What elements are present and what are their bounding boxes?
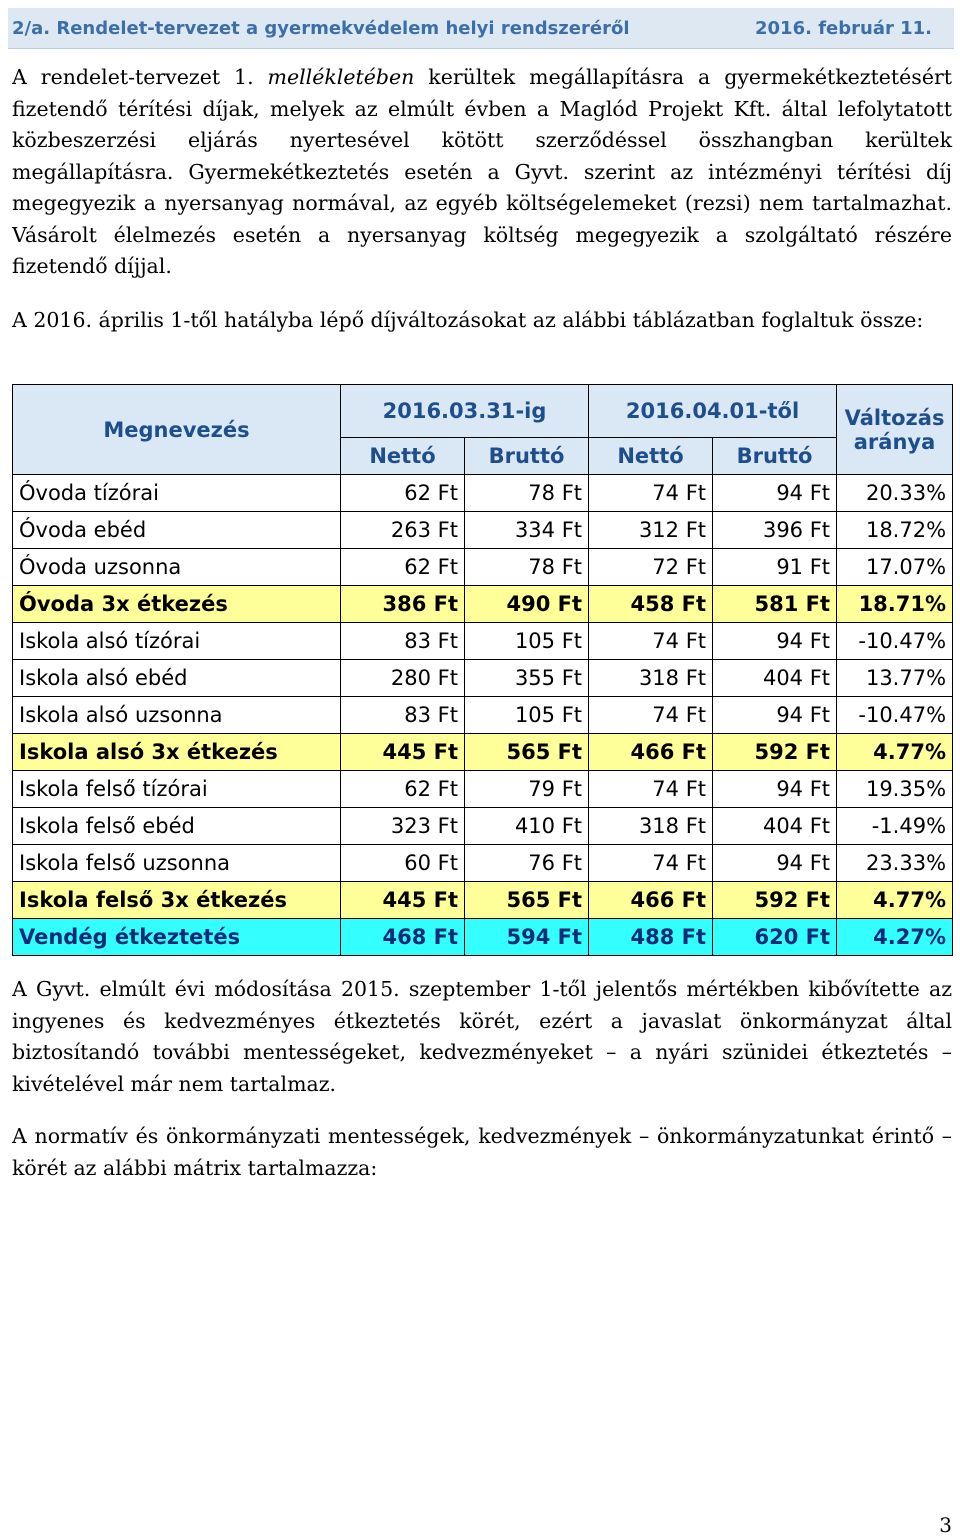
- col-header-name: Megnevezés: [13, 385, 341, 475]
- row-brutto-after: 91 Ft: [713, 549, 837, 586]
- table-row: [13, 808, 953, 845]
- row-change-pct: 18.72%: [837, 512, 953, 549]
- row-brutto-before: 78 Ft: [465, 549, 589, 586]
- row-name: Óvoda tízórai: [13, 475, 341, 512]
- table-row: [13, 512, 953, 549]
- row-netto-after: 74 Ft: [589, 475, 713, 512]
- row-name: Iskola felső tízórai: [13, 771, 341, 808]
- row-netto-after: 312 Ft: [589, 512, 713, 549]
- row-change-pct: 19.35%: [837, 771, 953, 808]
- row-brutto-before: 490 Ft: [465, 586, 589, 623]
- row-brutto-after: 404 Ft: [713, 808, 837, 845]
- row-name: Iskola alsó 3x étkezés: [13, 734, 341, 771]
- fee-table: [12, 384, 953, 956]
- row-brutto-before: 76 Ft: [465, 845, 589, 882]
- row-brutto-after: 94 Ft: [713, 771, 837, 808]
- table-row: [13, 771, 953, 808]
- row-change-pct: -10.47%: [837, 697, 953, 734]
- row-brutto-after: 592 Ft: [713, 734, 837, 771]
- row-netto-before: 83 Ft: [341, 623, 465, 660]
- row-name: Iskola alsó uzsonna: [13, 697, 341, 734]
- row-brutto-before: 79 Ft: [465, 771, 589, 808]
- row-netto-after: 466 Ft: [589, 734, 713, 771]
- intro-text-a: A rendelet-tervezet 1.: [12, 65, 268, 89]
- row-netto-before: 62 Ft: [341, 475, 465, 512]
- col-header-change-line1: Változás: [844, 405, 945, 430]
- row-brutto-after: 94 Ft: [713, 475, 837, 512]
- row-brutto-after: 592 Ft: [713, 882, 837, 919]
- row-change-pct: 17.07%: [837, 549, 953, 586]
- row-change-pct: -10.47%: [837, 623, 953, 660]
- row-brutto-after: 620 Ft: [713, 919, 837, 956]
- row-name: Iskola alsó tízórai: [13, 623, 341, 660]
- document-header: [8, 8, 954, 49]
- row-name: Óvoda 3x étkezés: [13, 586, 341, 623]
- row-brutto-after: 404 Ft: [713, 660, 837, 697]
- row-brutto-before: 105 Ft: [465, 623, 589, 660]
- table-row: [13, 734, 953, 771]
- row-netto-after: 74 Ft: [589, 771, 713, 808]
- table-row: [13, 549, 953, 586]
- table-intro-paragraph: A 2016. április 1-től hatályba lépő díjváltozásokat az alábbi táblázatban foglaltuk össze:: [12, 308, 924, 332]
- row-netto-before: 468 Ft: [341, 919, 465, 956]
- row-name: Óvoda ebéd: [13, 512, 341, 549]
- row-change-pct: 18.71%: [837, 586, 953, 623]
- page-number: 3: [939, 1513, 952, 1537]
- row-brutto-before: 565 Ft: [465, 882, 589, 919]
- intro-paragraph: [12, 62, 952, 283]
- row-netto-before: 263 Ft: [341, 512, 465, 549]
- row-netto-before: 83 Ft: [341, 697, 465, 734]
- row-name: Vendég étkeztetés: [13, 919, 341, 956]
- col-header-period2: 2016.04.01-től: [589, 385, 837, 438]
- row-brutto-before: 410 Ft: [465, 808, 589, 845]
- matrix-intro-paragraph: A normatív és önkormányzati mentességek, kedvezmények – önkormányzatunkat érintő – körét az alábbi mátrix tartalmazza:: [12, 1124, 952, 1180]
- row-netto-after: 74 Ft: [589, 623, 713, 660]
- row-brutto-before: 594 Ft: [465, 919, 589, 956]
- col-header-change: [837, 385, 953, 475]
- intro-text-b: kerültek megállapításra a gyermekétkeztetésért fizetendő térítési díjak, melyek az elmúlt évben a Maglód Projekt Kft. által lefolytatott közbeszerzési eljárás nyertesével kötött szerződéssel összhangban kerültek megállapításra. Gyermekétkeztetés esetén a Gyvt. szerint az intézményi térítési díj megegyezik a nyersanyag normával, az egyéb költségelemeket (rezsi) nem tartalmazhat. Vásárolt élelmezés esetén a nyersanyag költség megegyezik a szolgáltató részére fizetendő díjjal.: [12, 65, 952, 278]
- row-netto-after: 318 Ft: [589, 660, 713, 697]
- col-header-brutto-1: Bruttó: [465, 438, 589, 475]
- row-netto-after: 488 Ft: [589, 919, 713, 956]
- gyvt-paragraph: A Gyvt. elmúlt évi módosítása 2015. szeptember 1-től jelentős mértékben kibővítette az ingyenes és kedvezményes étkeztetés körét, ezért a javaslat önkormányzat által biztosítandó további mentességeket, kedvezményeket – a nyári szünidei étkeztetés – kivételével már nem tartalmaz.: [12, 977, 952, 1096]
- row-netto-before: 62 Ft: [341, 549, 465, 586]
- row-name: Óvoda uzsonna: [13, 549, 341, 586]
- row-netto-before: 60 Ft: [341, 845, 465, 882]
- row-change-pct: 20.33%: [837, 475, 953, 512]
- row-netto-after: 72 Ft: [589, 549, 713, 586]
- col-header-period1: 2016.03.31-ig: [341, 385, 589, 438]
- row-change-pct: 4.27%: [837, 919, 953, 956]
- header-title: 2/a. Rendelet-tervezet a gyermekvédelem helyi rendszeréről: [12, 18, 630, 39]
- row-brutto-before: 334 Ft: [465, 512, 589, 549]
- intro-text-emphasis: mellékletében: [267, 65, 415, 89]
- row-brutto-before: 355 Ft: [465, 660, 589, 697]
- row-netto-after: 466 Ft: [589, 882, 713, 919]
- row-brutto-after: 581 Ft: [713, 586, 837, 623]
- row-brutto-before: 78 Ft: [465, 475, 589, 512]
- table-row: [13, 919, 953, 956]
- table-row: [13, 623, 953, 660]
- table-row: [13, 586, 953, 623]
- row-brutto-after: 94 Ft: [713, 697, 837, 734]
- row-name: Iskola felső 3x étkezés: [13, 882, 341, 919]
- row-name: Iskola felső uzsonna: [13, 845, 341, 882]
- row-netto-before: 445 Ft: [341, 734, 465, 771]
- row-netto-before: 280 Ft: [341, 660, 465, 697]
- row-name: Iskola alsó ebéd: [13, 660, 341, 697]
- row-netto-after: 74 Ft: [589, 845, 713, 882]
- row-brutto-after: 94 Ft: [713, 623, 837, 660]
- table-row: [13, 697, 953, 734]
- row-brutto-before: 565 Ft: [465, 734, 589, 771]
- table-row: [13, 845, 953, 882]
- row-brutto-before: 105 Ft: [465, 697, 589, 734]
- col-header-netto-1: Nettó: [341, 438, 465, 475]
- row-netto-before: 62 Ft: [341, 771, 465, 808]
- row-brutto-after: 396 Ft: [713, 512, 837, 549]
- row-name: Iskola felső ebéd: [13, 808, 341, 845]
- col-header-change-line2: aránya: [853, 429, 936, 454]
- row-change-pct: -1.49%: [837, 808, 953, 845]
- table-row: [13, 660, 953, 697]
- row-netto-before: 445 Ft: [341, 882, 465, 919]
- row-brutto-after: 94 Ft: [713, 845, 837, 882]
- row-change-pct: 13.77%: [837, 660, 953, 697]
- row-netto-after: 458 Ft: [589, 586, 713, 623]
- row-change-pct: 4.77%: [837, 734, 953, 771]
- row-netto-before: 323 Ft: [341, 808, 465, 845]
- table-row: [13, 475, 953, 512]
- row-netto-before: 386 Ft: [341, 586, 465, 623]
- row-change-pct: 4.77%: [837, 882, 953, 919]
- header-date: 2016. február 11.: [755, 18, 932, 39]
- row-change-pct: 23.33%: [837, 845, 953, 882]
- col-header-brutto-2: Bruttó: [713, 438, 837, 475]
- row-netto-after: 318 Ft: [589, 808, 713, 845]
- table-row: [13, 882, 953, 919]
- fee-table-body: [13, 475, 953, 956]
- row-netto-after: 74 Ft: [589, 697, 713, 734]
- col-header-netto-2: Nettó: [589, 438, 713, 475]
